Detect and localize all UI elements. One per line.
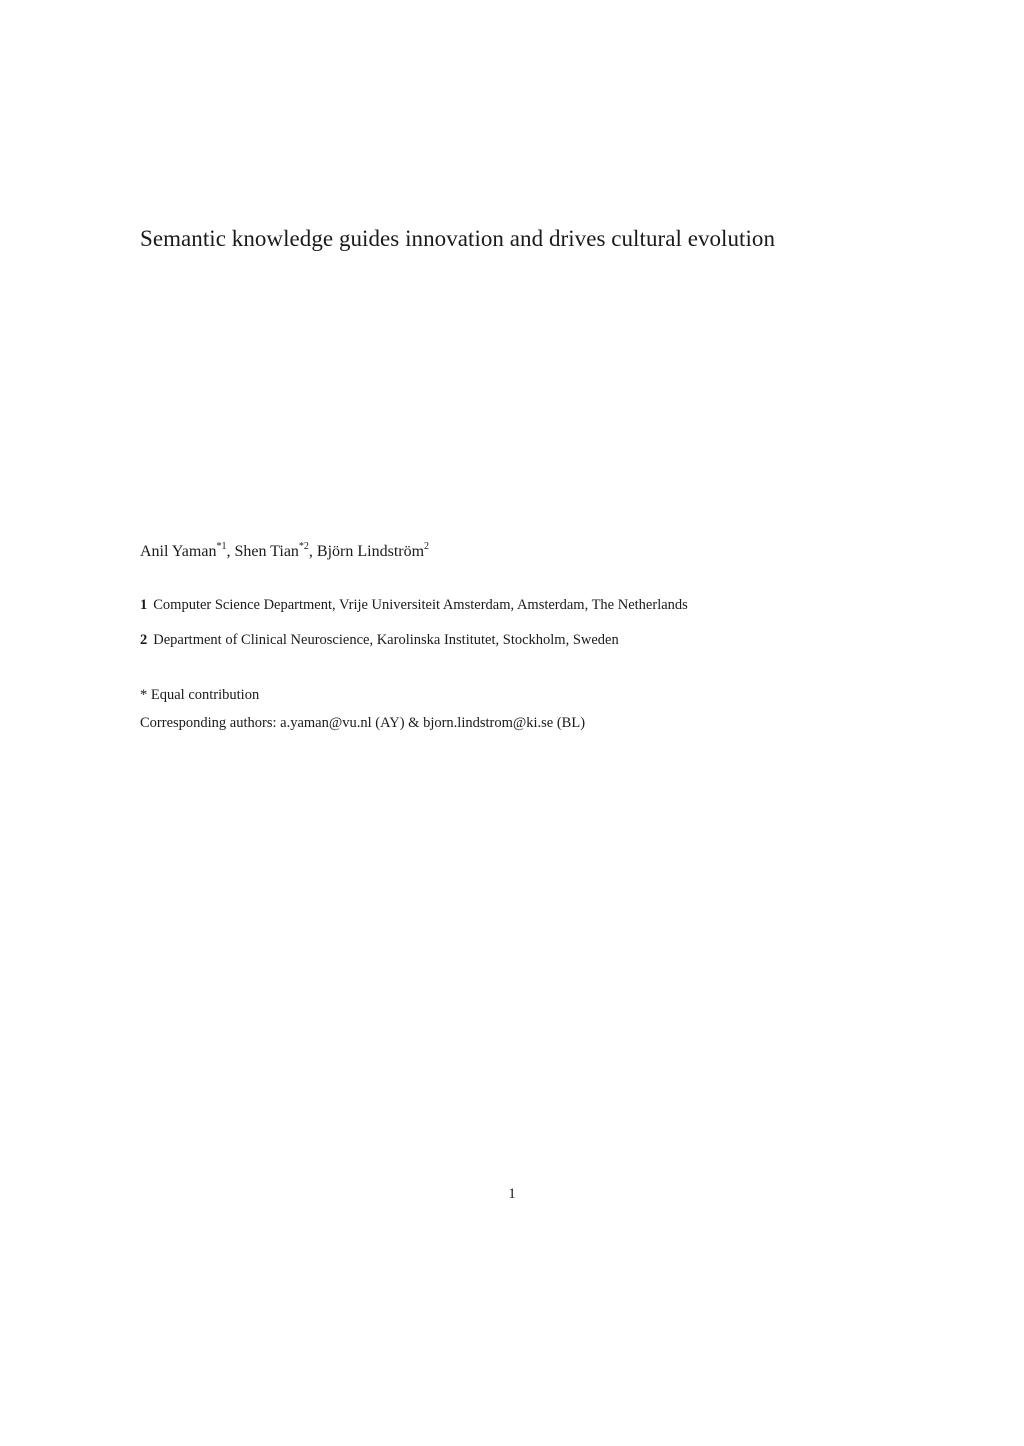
corresponding-authors	[140, 713, 585, 733]
author-list: Anil Yaman$^{*1}$, Shen Tian$^{*2}$, Björn Lindström$^2$	[140, 541, 430, 560]
affiliation-number: 1	[140, 597, 148, 613]
author-name: Anil Yaman	[140, 543, 217, 560]
corresponding-label: Corresponding authors:	[140, 715, 277, 731]
affiliation-text: Department of Clinical Neuroscience, Karolinska Institutet, Stockholm, Sweden	[153, 632, 619, 648]
affiliation-number: 2	[140, 632, 148, 648]
corresponding-separator: &	[408, 715, 420, 731]
page-number: 1	[508, 1186, 516, 1202]
paper-title: Semantic knowledge guides innovation and drives cultural evolution	[140, 226, 776, 251]
corresponding-email-2[interactable]: bjorn.lindstrom@ki.se	[423, 715, 554, 731]
equal-contribution-note: * Equal contribution	[140, 687, 260, 703]
affiliation-text: Computer Science Department, Vrije Universiteit Amsterdam, Amsterdam, The Netherlands	[153, 597, 688, 613]
corresponding-initials-2: (BL)	[556, 715, 586, 731]
author-name: Björn Lindström	[316, 543, 425, 560]
author-affiliation-mark: *2	[298, 541, 309, 552]
author-affiliation-mark: 2	[424, 541, 430, 552]
affiliation-1	[140, 595, 688, 615]
author-affiliation-mark: *1	[216, 541, 227, 552]
affiliation-2	[140, 630, 619, 650]
corresponding-initials-1: (AY)	[375, 715, 405, 731]
corresponding-email-1[interactable]: a.yaman@vu.nl	[280, 715, 372, 731]
author-name: Shen Tian	[234, 543, 299, 560]
